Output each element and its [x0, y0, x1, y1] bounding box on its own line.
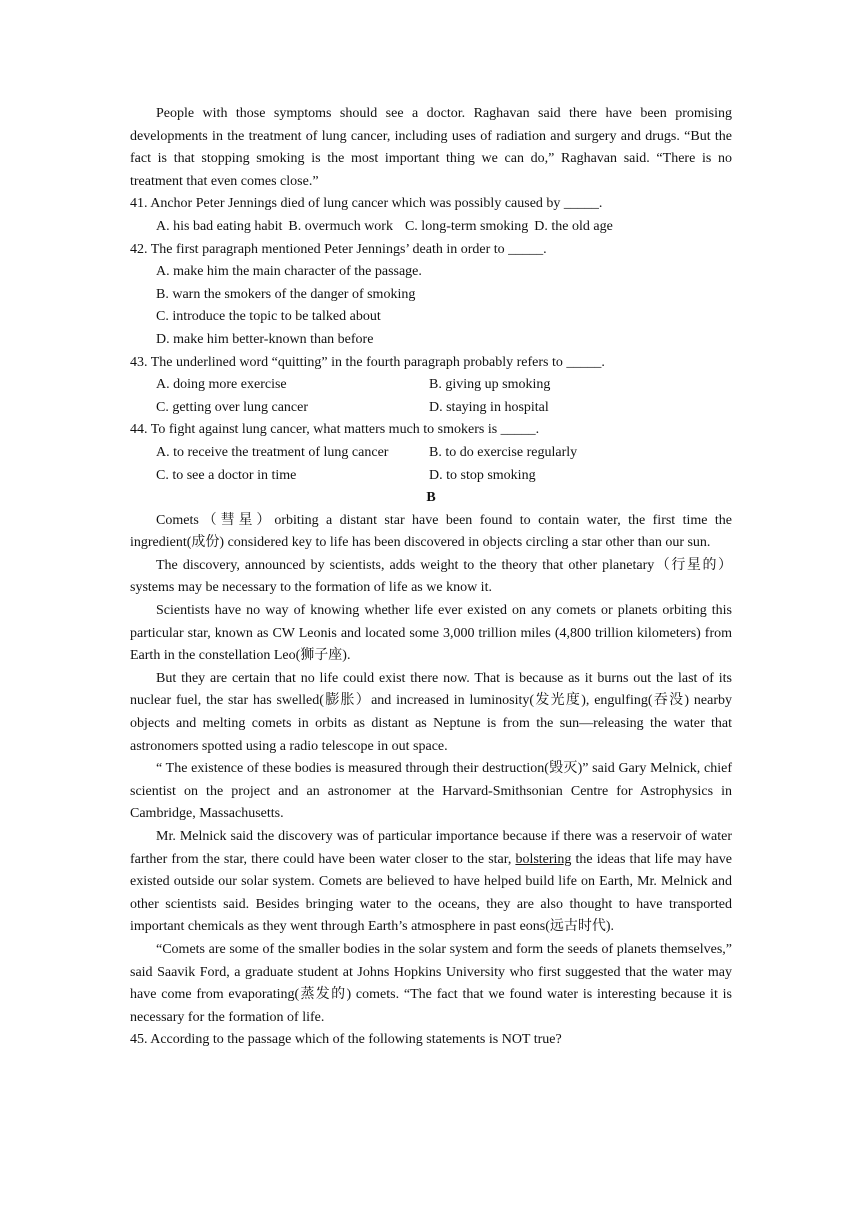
question-42-option-a: A. make him the main character of the passage.	[156, 264, 422, 280]
section-b-heading: B	[426, 490, 436, 506]
question-44-options-row-1	[130, 442, 732, 465]
question-44-option-b: B. to do exercise regularly	[429, 444, 578, 460]
question-41-option-a: A. his bad eating habit	[156, 218, 283, 234]
underlined-word-bolstering: bolstering	[515, 851, 572, 867]
question-43-option-b: B. giving up smoking	[429, 377, 551, 393]
question-42-option-b: B. warn the smokers of the danger of smoking	[156, 286, 416, 302]
question-43-option-a: A. doing more exercise	[156, 377, 287, 393]
question-42-stem: 42. The first paragraph mentioned Peter Jennings’ death in order to _____.	[130, 241, 547, 257]
question-42-option-c: C. introduce the topic to be talked about	[156, 309, 381, 325]
question-43-stem: 43. The underlined word “quitting” in the fourth paragraph probably refers to _____.	[130, 354, 605, 370]
question-41-option-d: D. the old age	[534, 218, 613, 234]
question-41-option-c: C. long-term smoking	[404, 218, 529, 234]
question-41-options	[130, 216, 732, 239]
passage-b-paragraph-6	[130, 826, 732, 939]
paragraph-6-text-before: Mr. Melnick said the discovery was of particular importance because if there was a reservoir of water farther from the star, there could have been water closer to the star,	[130, 829, 732, 867]
passage-b-paragraph-4: But they are certain that no life could exist there now. That is because as it burns out the last of its nuclear fuel, the star has swelled(膨胀）and increased in luminosity(发光度), engulfing(吞没) nearby objects and melting comets in orbits as distant as Neptune is from the sun—releasing the water that astronomers spotted using a radio telescope in out space.	[130, 670, 732, 754]
question-43-options-row-1	[130, 374, 732, 397]
question-44-stem: 44. To fight against lung cancer, what matters much to smokers is _____.	[130, 422, 540, 438]
paragraph-6-text-after: the ideas that life may have existed outside our solar system. Comets are believed to have helped build life on Earth, Mr. Melnick and other scientists said. Besides bringing water to the oceans, they are also thought to have transported important chemicals as they went through Earth’s atmosphere in past eons(远古时代).	[130, 851, 732, 935]
question-44-option-c: C. to see a doctor in time	[156, 467, 297, 483]
passage-b-paragraph-3: Scientists have no way of knowing whether life ever existed on any comets or planets orbiting this particular star, known as CW Leonis and located some 3,000 trillion miles (4,800 trillion kilometers) from Earth in the constellation Leo(狮子座).	[130, 603, 732, 664]
question-45-stem: 45. According to the passage which of the following statements is NOT true?	[130, 1032, 562, 1048]
question-43-option-c: C. getting over lung cancer	[156, 399, 309, 415]
intro-paragraph: People with those symptoms should see a doctor. Raghavan said there have been promising developments in the treatment of lung cancer, including uses of radiation and surgery and drugs. “But the fact is that stopping smoking is the most important thing we can do,” Raghavan said. “There is no treatment that even comes close.”	[130, 106, 732, 189]
question-44-option-a: A. to receive the treatment of lung cancer	[156, 444, 389, 460]
question-43-option-d: D. staying in hospital	[429, 399, 549, 415]
passage-b-paragraph-1: Comets（彗星）orbiting a distant star have been found to contain water, the first time the ingredient(成份) considered key to life has been discovered in objects circling a star other than our sun.	[130, 512, 732, 551]
question-44-option-d: D. to stop smoking	[429, 467, 536, 483]
document-page	[130, 103, 732, 1052]
question-42-option-d: D. make him better-known than before	[156, 331, 374, 347]
passage-b-paragraph-2: The discovery, announced by scientists, adds weight to the theory that other planetary（行星的）systems may be necessary to the formation of life as we know it.	[130, 557, 732, 596]
passage-b-paragraph-7: “Comets are some of the smaller bodies in the solar system and form the seeds of planets themselves,” said Saavik Ford, a graduate student at Johns Hopkins University who first suggested that the water may have come from evaporating(蒸发的) comets. “The fact that we found water is interesting because it is necessary for the formation of life.	[130, 941, 732, 1025]
question-43-options-row-2	[130, 397, 732, 420]
question-41-stem: 41. Anchor Peter Jennings died of lung cancer which was possibly caused by _____.	[130, 196, 603, 212]
passage-b-paragraph-5: “ The existence of these bodies is measured through their destruction(毁灭)” said Gary Melnick, chief scientist on the project and an astronomer at the Harvard-Smithsonian Centre for Astrophysics in Cambridge, Massachusetts.	[130, 761, 732, 822]
question-44-options-row-2	[130, 465, 732, 488]
question-41-option-b: B. overmuch work	[288, 218, 393, 234]
